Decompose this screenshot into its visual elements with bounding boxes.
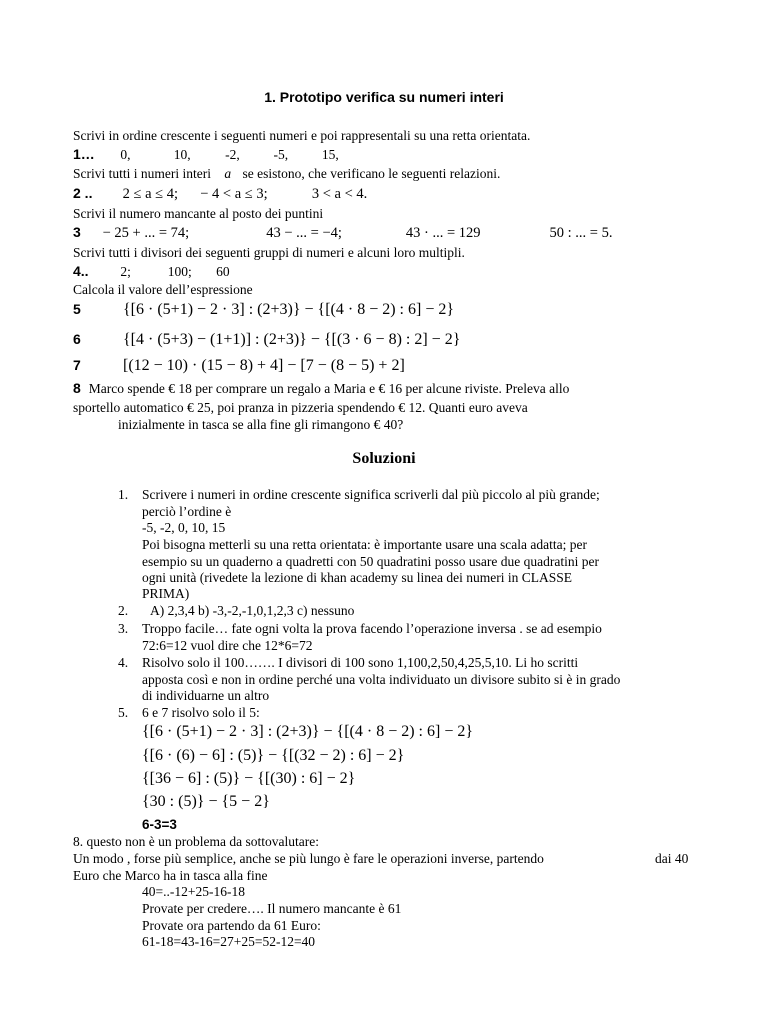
value: 2; <box>120 264 131 279</box>
solution-1-line: perciò l’ordine è <box>142 504 232 519</box>
question-number: 3 <box>73 224 81 240</box>
solutions-title: Soluzioni <box>352 450 416 467</box>
question-3-text: Scrivi il numero mancante al posto dei puntini <box>73 206 324 221</box>
equation-1: − 25 + ... = 74; <box>102 225 190 241</box>
question-1 <box>73 145 362 164</box>
expression: [(12 − 10) · (15 − 8) + 4] − [7 − (8 − 5) + 2] <box>123 357 405 374</box>
question-5 <box>73 300 454 319</box>
solution-8-line: 8. questo non è un problema da sottovalutare: <box>73 834 319 849</box>
value: 10, <box>173 147 191 162</box>
question-number: 2 .. <box>73 185 93 201</box>
question-8-line-2: sportello automatico € 25, poi pranza in pizzeria spendendo € 12. Quanti euro aveva <box>73 400 528 415</box>
question-number: 7 <box>73 357 81 373</box>
question-7 <box>73 356 405 375</box>
expression: {[4 · (5+3) − (1+1)] : (2+3)} − {[(3 · 6 − 8) : 2] − 2} <box>123 331 461 348</box>
solution-5-step: {[6 · (5+1) − 2 · 3] : (2+3)} − {[(4 · 8 − 2) : 6] − 2} <box>142 723 474 740</box>
text: se esistono, che verificano le seguenti relazioni. <box>242 166 501 181</box>
solution-3-line: Troppo facile… fate ogni volta la prova facendo l’operazione inversa . se ad esempio <box>142 621 602 636</box>
solution-1-line: Poi bisogna metterli su una retta orientata: è importante usare una scala adatta; per <box>142 537 587 552</box>
solution-1-line: PRIMA) <box>142 586 190 601</box>
solution-1-line: esempio su un quaderno a quadretti con 50 quadratini posso usare due quadratini per <box>142 554 599 569</box>
text: Scrivi tutti i numeri interi <box>73 166 211 181</box>
value: 100; <box>167 264 192 279</box>
question-number: 1… <box>73 146 95 162</box>
list-marker: 2. <box>118 603 129 618</box>
question-4 <box>73 262 230 281</box>
solution-5-text: 6 e 7 risolvo solo il 5: <box>142 705 260 720</box>
question-8-line-1: Marco spende € 18 per comprare un regalo a Maria e € 16 per alcune riviste. Preleva allo <box>88 381 570 396</box>
solution-8-line: Provate ora partendo da 61 Euro: <box>142 918 321 933</box>
value: -5, <box>273 147 289 162</box>
solution-1-line: ogni unità (rivedete la lezione di khan academy su linea dei numeri in CLASSE <box>142 570 573 585</box>
question-number: 4.. <box>73 263 89 279</box>
solution-1-line: Scrivere i numeri in ordine crescente significa scriverli dal più piccolo al più grande; <box>142 487 600 502</box>
solution-4-line: Risolvo solo il 100……. I divisori di 100 sono 1,100,2,50,4,25,5,10. Li ho scritti <box>142 655 579 670</box>
solution-8-line: dai 40 <box>655 851 689 866</box>
value: 0, <box>120 147 131 162</box>
solution-8-line: 61-18=43-16=27+25=52-12=40 <box>142 934 316 949</box>
question-3 <box>73 223 612 243</box>
question-number: 6 <box>73 331 81 347</box>
question-number: 8 <box>73 380 81 396</box>
solution-8-line: 40=..-12+25-16-18 <box>142 884 245 899</box>
relation-1: 2 ≤ a ≤ 4; <box>122 186 179 202</box>
solution-8-line: Un modo , forse più semplice, anche se più lungo è fare le operazioni inverse, partendo <box>73 851 544 866</box>
equation-4: 50 : ... = 5. <box>549 225 613 241</box>
solution-5-step: {[36 − 6] : (5)} − {[(30) : 6] − 2} <box>142 770 356 787</box>
equation-2: 43 − ... = −4; <box>266 225 342 241</box>
variable: a <box>224 166 232 181</box>
solution-8-line: Euro che Marco ha in tasca alla fine <box>73 868 268 883</box>
value: 60 <box>216 264 230 279</box>
question-2-text <box>73 164 500 183</box>
list-marker: 5. <box>118 705 129 720</box>
relation-2: − 4 < a ≤ 3; <box>200 186 268 202</box>
solution-8-line: Provate per credere…. Il numero mancante è 61 <box>142 901 402 916</box>
list-marker: 1. <box>118 487 129 502</box>
question-4-text: Scrivi tutti i divisori dei seguenti gruppi di numeri e alcuni loro multipli. <box>73 245 465 260</box>
solution-4-line: di individuarne un altro <box>142 688 270 703</box>
question-8-line-3: inizialmente in tasca se alla fine gli rimangono € 40? <box>118 417 404 432</box>
question-2 <box>73 184 367 204</box>
question-number: 5 <box>73 301 81 317</box>
solution-5-step: {30 : (5)} − {5 − 2} <box>142 793 270 810</box>
solution-4-line: apposta così e non in ordine perché una volta individuato un divisore subito si è in grado <box>142 672 621 687</box>
value: -2, <box>225 147 240 162</box>
calc-text: Calcola il valore dell’espressione <box>73 282 253 297</box>
solution-5-step: {[6 · (6) − 6] : (5)} − {[(32 − 2) : 6] − 2} <box>142 747 405 764</box>
value: 15, <box>321 147 339 162</box>
relation-3: 3 < a < 4. <box>311 186 368 202</box>
solution-2-text: A) 2,3,4 b) -3,-2,-1,0,1,2,3 c) nessuno <box>150 603 355 618</box>
intro-text: Scrivi in ordine crescente i seguenti numeri e poi rappresentali su una retta orientata. <box>73 128 531 143</box>
question-6 <box>73 330 460 349</box>
solution-5-result: 6-3=3 <box>142 817 177 832</box>
solution-1-line: -5, -2, 0, 10, 15 <box>142 520 226 535</box>
list-marker: 4. <box>118 655 129 670</box>
equation-3: 43 · ... = 129 <box>405 225 481 241</box>
expression: {[6 · (5+1) − 2 · 3] : (2+3)} − {[(4 · 8 − 2) : 6] − 2} <box>123 301 455 318</box>
page-title: 1. Prototipo verifica su numeri interi <box>264 89 504 105</box>
solution-3-line: 72:6=12 vuol dire che 12*6=72 <box>142 638 313 653</box>
question-8 <box>73 379 569 398</box>
list-marker: 3. <box>118 621 129 636</box>
